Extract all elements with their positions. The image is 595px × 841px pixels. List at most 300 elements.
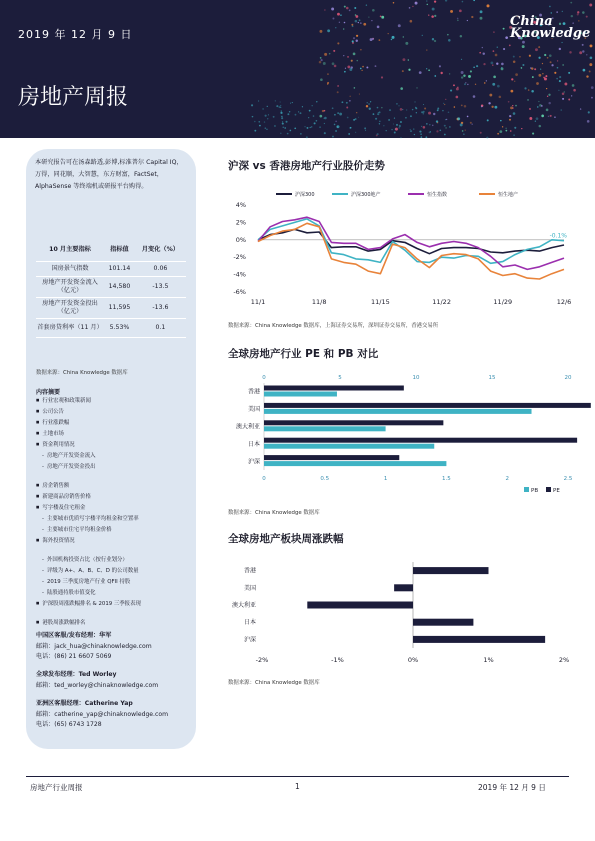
weekly-change-bar-chart xyxy=(226,558,571,668)
banner-dot xyxy=(334,65,337,68)
banner-dot xyxy=(398,105,399,106)
banner-dot xyxy=(582,11,585,14)
x-tick-label: 11/1 xyxy=(250,298,266,306)
banner-dot xyxy=(316,120,318,122)
table-cell: 14,580 xyxy=(104,276,135,297)
header-banner xyxy=(0,0,595,138)
table-cell: 101.14 xyxy=(104,261,135,276)
banner-dot xyxy=(442,110,444,112)
banner-dot xyxy=(483,52,485,54)
banner-dot xyxy=(402,58,405,61)
banner-dot xyxy=(450,10,453,13)
banner-dot xyxy=(556,78,558,80)
banner-dot xyxy=(583,69,586,72)
banner-dot xyxy=(519,56,521,58)
y-tick-label: 2% xyxy=(235,218,246,227)
banner-dot xyxy=(370,101,371,102)
banner-dot xyxy=(497,46,498,47)
banner-dot xyxy=(569,51,571,53)
banner-dot xyxy=(351,60,353,62)
category-label: 日本 xyxy=(243,619,256,627)
banner-dot xyxy=(531,90,534,93)
banner-dot xyxy=(461,59,462,60)
banner-dot xyxy=(377,107,379,109)
pb-bar xyxy=(264,444,434,449)
category-label: 香港 xyxy=(243,567,256,575)
x-tick-label: 12/6 xyxy=(556,298,572,306)
banner-dot xyxy=(334,114,336,116)
banner-dot xyxy=(528,89,529,90)
table-cell: 0.06 xyxy=(135,261,186,276)
toc-item[interactable]: ■ 沪深股周涨跌幅排名 & 2019 三季报表现 xyxy=(36,599,141,607)
x-tick-label: 1% xyxy=(483,656,494,664)
banner-dot xyxy=(337,42,339,44)
toc-subitem[interactable]: - 房地产开发资金投出 xyxy=(42,462,95,470)
banner-dot xyxy=(391,129,392,130)
banner-dot xyxy=(495,54,498,57)
banner-dot xyxy=(400,87,403,90)
banner-dot xyxy=(392,36,395,39)
banner-dot xyxy=(467,84,468,85)
banner-dot xyxy=(333,50,335,52)
banner-dot xyxy=(548,116,549,117)
toc-item[interactable]: ■ 房企销售额 xyxy=(36,481,69,489)
banner-dot xyxy=(355,20,358,23)
banner-dot xyxy=(449,126,450,127)
banner-dot xyxy=(562,11,563,12)
banner-dot xyxy=(540,69,541,70)
y-tick-label: 4% xyxy=(235,201,246,209)
banner-dot xyxy=(280,101,281,102)
banner-dot xyxy=(420,133,422,135)
banner-dot xyxy=(510,107,513,110)
top-axis-tick: 5 xyxy=(338,375,342,381)
x-tick-label: 11/8 xyxy=(311,298,327,306)
table-row xyxy=(36,261,186,276)
banner-dot xyxy=(281,116,282,117)
x-tick-label: 11/22 xyxy=(432,298,451,306)
banner-dot xyxy=(447,34,449,36)
banner-dot xyxy=(457,117,460,120)
category-label: 沪深 xyxy=(243,636,256,644)
banner-dot xyxy=(368,103,370,105)
banner-dot xyxy=(582,50,584,52)
banner-dot xyxy=(405,42,408,45)
banner-dot xyxy=(332,136,334,138)
banner-dot xyxy=(359,93,360,94)
banner-dot xyxy=(536,82,539,85)
banner-dot xyxy=(403,36,404,37)
banner-dot xyxy=(349,96,350,97)
toc-item[interactable]: ■ 行业涨跌幅 xyxy=(36,418,69,426)
banner-dot xyxy=(412,109,413,110)
banner-dot xyxy=(365,130,366,131)
banner-dot xyxy=(363,23,366,26)
banner-dot xyxy=(275,100,276,101)
banner-dot xyxy=(369,108,371,110)
toc-item[interactable]: ■ 公司公告 xyxy=(36,407,64,415)
banner-dot xyxy=(497,133,499,135)
banner-dot xyxy=(570,2,572,4)
banner-dot xyxy=(547,96,548,97)
toc-subitem[interactable]: - 2019 三季度房地产行业 QFII 持股 xyxy=(42,577,130,585)
banner-dot xyxy=(355,14,357,16)
banner-dot xyxy=(544,78,547,81)
table-cell: 0.1 xyxy=(135,318,186,337)
banner-dot xyxy=(431,15,434,18)
banner-dot xyxy=(483,63,485,65)
banner-dot xyxy=(386,130,387,131)
change-bar xyxy=(413,636,545,643)
top-axis-tick: 10 xyxy=(412,375,420,381)
banner-dot xyxy=(510,90,513,93)
banner-dot xyxy=(545,75,547,77)
banner-dot xyxy=(290,103,291,104)
pb-bar xyxy=(264,461,446,466)
banner-dot xyxy=(360,49,362,51)
top-axis-tick: 15 xyxy=(488,375,496,381)
banner-dot xyxy=(259,125,261,127)
banner-dot xyxy=(337,13,340,16)
pe-bar xyxy=(264,455,399,460)
banner-dot xyxy=(316,101,317,102)
banner-dot xyxy=(500,120,502,122)
banner-dot xyxy=(344,22,346,24)
banner-dot xyxy=(423,113,425,115)
banner-dot xyxy=(416,87,418,89)
banner-dot xyxy=(510,130,512,132)
banner-dot xyxy=(538,74,541,77)
table-header-row xyxy=(36,239,186,261)
banner-dot xyxy=(422,35,423,36)
banner-dot xyxy=(527,99,529,101)
contact-email[interactable]: 邮箱：catherine_yap@chinaknowledge.com xyxy=(36,710,169,718)
bottom-axis-tick: 0 xyxy=(262,476,266,482)
banner-dot xyxy=(280,112,282,114)
banner-dot xyxy=(323,118,324,119)
key-indicators-table xyxy=(36,239,186,338)
table-cell: 5.53% xyxy=(104,318,135,337)
china-knowledge-logo xyxy=(510,14,591,41)
banner-dot xyxy=(423,126,426,129)
banner-dot xyxy=(375,65,377,67)
banner-dot xyxy=(428,69,430,71)
x-tick-label: 11/29 xyxy=(493,298,513,306)
banner-dot xyxy=(419,130,421,132)
toc-item[interactable]: ■ 资金利用情况 xyxy=(36,440,75,448)
banner-dot xyxy=(337,85,339,87)
table-cell: -13.5 xyxy=(135,276,186,297)
banner-dot xyxy=(559,80,561,82)
banner-dot xyxy=(371,20,372,21)
banner-dot xyxy=(393,124,394,125)
y-tick-label: -4% xyxy=(233,270,246,279)
x-tick-label: -2% xyxy=(255,656,269,664)
contact-heading: 全球发布经理：Ted Worley xyxy=(36,671,117,678)
banner-dot xyxy=(337,112,339,114)
banner-dot xyxy=(460,123,463,126)
banner-dot xyxy=(589,71,591,73)
banner-dot xyxy=(335,130,337,132)
toc-subitem[interactable]: - 主要城市住宅平均租金价格 xyxy=(42,525,112,533)
banner-dot xyxy=(366,105,368,107)
table-header-cell: 指标值 xyxy=(104,239,135,261)
legend-label: 沪深300地产 xyxy=(351,192,381,198)
banner-dot xyxy=(480,132,482,134)
banner-dot xyxy=(420,136,422,138)
banner-dot xyxy=(314,122,316,124)
banner-dot xyxy=(493,31,495,33)
banner-dot xyxy=(482,47,483,48)
banner-dot xyxy=(546,88,547,89)
stock-trend-line-chart xyxy=(226,183,571,308)
banner-dot xyxy=(484,82,486,84)
banner-dot xyxy=(491,62,494,65)
banner-dot xyxy=(358,22,359,23)
banner-dot xyxy=(334,124,336,126)
logo-line-1: China xyxy=(510,14,553,29)
banner-dot xyxy=(499,96,502,99)
banner-dot xyxy=(332,107,334,109)
banner-dot xyxy=(343,55,344,56)
banner-dot xyxy=(324,110,326,112)
banner-dot xyxy=(298,111,299,112)
toc-subitem[interactable]: - 主要城市优质写字楼平均租金和空置率 xyxy=(42,514,139,522)
banner-dot xyxy=(346,102,348,104)
toc-item[interactable]: ■ 港股周涨跌幅排名 xyxy=(36,618,85,626)
pe-pb-bar-chart xyxy=(226,370,571,495)
bottom-axis-tick: 2 xyxy=(505,476,509,482)
toc-item[interactable]: ■ 写字楼及住宅租金 xyxy=(36,503,85,511)
table-row xyxy=(36,318,186,337)
banner-dot xyxy=(449,73,450,74)
x-tick-label: 0% xyxy=(407,656,419,664)
weekly-chart-source: 数据来源：China Knowledge 数据库 xyxy=(228,680,320,686)
banner-dot xyxy=(402,109,403,110)
banner-dot xyxy=(489,94,492,97)
banner-dot xyxy=(459,9,462,12)
banner-dot xyxy=(309,110,311,112)
toc-subitem[interactable]: - 外国机构投资占比（按行业划分） xyxy=(42,555,128,563)
banner-dot xyxy=(448,39,451,42)
x-tick-label: 2% xyxy=(558,656,570,664)
banner-dot xyxy=(358,117,359,118)
legend-swatch-pe xyxy=(546,487,551,492)
banner-dot xyxy=(562,93,565,96)
banner-dot xyxy=(413,128,414,129)
pe-pb-chart-title: 全球房地产行业 PE 和 PB 对比 xyxy=(228,348,379,360)
banner-dot xyxy=(360,68,362,70)
banner-dot xyxy=(361,70,362,71)
banner-dot xyxy=(377,113,379,115)
banner-dot xyxy=(468,75,471,78)
banner-dot xyxy=(496,63,498,65)
table-row xyxy=(36,276,186,297)
banner-dot xyxy=(550,115,552,117)
banner-dot xyxy=(398,24,401,27)
banner-dot xyxy=(324,123,325,124)
banner-dot xyxy=(564,91,565,92)
banner-dot xyxy=(586,16,588,18)
category-label: 美国 xyxy=(243,584,256,592)
contact-heading: 中国区客服/发布经理：华军 xyxy=(36,632,112,639)
bottom-axis-tick: 1 xyxy=(383,476,388,482)
banner-dot xyxy=(425,136,427,138)
table-source-note: 数据来源：China Knowledge 数据库 xyxy=(36,370,128,376)
banner-dot xyxy=(445,127,446,128)
table-row xyxy=(36,297,186,318)
banner-dot xyxy=(493,50,495,52)
banner-dot xyxy=(399,127,400,128)
banner-dot xyxy=(324,132,326,134)
banner-dot xyxy=(462,1,464,3)
toc-item[interactable]: ■ 土地市场 xyxy=(36,429,64,437)
banner-dot xyxy=(307,127,309,129)
banner-dot xyxy=(554,72,556,74)
banner-dot xyxy=(396,103,397,104)
banner-dot xyxy=(505,127,507,129)
banner-dot xyxy=(281,117,283,119)
banner-dot xyxy=(505,36,508,39)
banner-dot xyxy=(366,66,368,68)
banner-dot xyxy=(571,95,572,96)
banner-dot xyxy=(354,87,356,89)
banner-dot xyxy=(589,4,592,7)
banner-dot xyxy=(282,123,284,125)
toc-subitem[interactable]: - 评级为 A+、A、B、C、D 的公司数量 xyxy=(42,566,139,574)
banner-dot xyxy=(381,76,383,78)
legend-label-pb: PB xyxy=(531,488,539,494)
banner-dot xyxy=(379,123,380,124)
banner-dot xyxy=(252,116,254,118)
banner-dot xyxy=(463,74,465,76)
banner-dot xyxy=(339,22,340,23)
banner-dot xyxy=(497,85,500,88)
legend-label: 恒生地产 xyxy=(498,192,519,198)
banner-dot xyxy=(562,98,564,100)
banner-dot xyxy=(311,126,313,128)
banner-dot xyxy=(465,82,467,84)
banner-dot xyxy=(289,130,291,132)
banner-dot xyxy=(439,65,441,67)
y-tick-label: 0% xyxy=(235,235,246,244)
pb-bar xyxy=(264,426,386,431)
banner-dot xyxy=(341,101,343,103)
banner-dot xyxy=(421,126,422,127)
banner-dot xyxy=(319,61,322,64)
contact-email[interactable]: 邮箱：ted_worley@chinaknowledge.com xyxy=(36,681,159,689)
banner-dot xyxy=(462,130,464,132)
banner-dot xyxy=(312,105,313,106)
banner-dot xyxy=(410,115,412,117)
banner-dot xyxy=(480,17,483,20)
banner-dot xyxy=(340,14,342,16)
banner-dot xyxy=(362,66,364,68)
banner-dot xyxy=(515,105,517,107)
banner-dot xyxy=(357,60,358,61)
toc-subitem[interactable]: - 房地产开发资金流入 xyxy=(42,451,95,459)
banner-dot xyxy=(591,97,593,99)
banner-dot xyxy=(310,127,311,128)
banner-dot xyxy=(434,15,436,17)
banner-dot xyxy=(251,104,253,106)
banner-dot xyxy=(327,83,328,84)
banner-dot xyxy=(331,8,334,11)
banner-dot xyxy=(486,137,488,139)
category-label: 日本 xyxy=(247,440,260,448)
banner-dot xyxy=(521,67,523,69)
banner-dot xyxy=(470,122,472,124)
banner-dot xyxy=(426,0,428,2)
y-tick-label: -2% xyxy=(233,253,246,262)
banner-dot xyxy=(346,7,349,10)
legend-label-pe: PE xyxy=(553,488,560,494)
banner-dot xyxy=(415,2,418,5)
contact-email[interactable]: 邮箱：jack_hua@chinaknowledge.com xyxy=(36,642,152,650)
banner-dot xyxy=(375,118,377,120)
contact-asia xyxy=(36,699,168,731)
banner-dot xyxy=(437,108,439,110)
sidebar-panel xyxy=(26,149,196,749)
report-title: 房地产周报 xyxy=(18,85,129,110)
change-bar xyxy=(413,619,473,626)
banner-dot xyxy=(258,101,259,102)
banner-dot xyxy=(349,127,351,129)
banner-dot xyxy=(589,63,592,66)
banner-dot xyxy=(494,106,497,109)
legend-swatch-pb xyxy=(524,487,529,492)
banner-dot xyxy=(582,44,584,46)
banner-dot xyxy=(323,62,326,65)
toc-item[interactable]: ■ 新建商品房销售价格 xyxy=(36,492,91,500)
banner-dot xyxy=(360,22,362,24)
banner-dot xyxy=(479,52,481,54)
banner-dot xyxy=(513,134,514,135)
banner-dot xyxy=(444,134,446,136)
line-chart-source: 数据来源：China Knowledge 数据库，上海证券交易所，深圳证券交易所，香港交易所 xyxy=(228,323,439,329)
banner-dot xyxy=(274,125,276,127)
banner-dot xyxy=(327,29,330,32)
banner-dot xyxy=(427,4,428,5)
banner-dot xyxy=(515,73,518,76)
banner-dot xyxy=(471,124,472,125)
toc-item[interactable]: ■ 行业宏观和政策新闻 xyxy=(36,396,91,404)
banner-dot xyxy=(352,40,354,42)
banner-dot xyxy=(588,111,590,113)
banner-dot xyxy=(509,44,511,46)
toc-item[interactable]: ■ 海外投资情况 xyxy=(36,536,75,544)
banner-dot xyxy=(294,127,296,129)
banner-dot xyxy=(564,83,567,86)
banner-dot xyxy=(448,111,450,113)
banner-dot xyxy=(586,54,588,56)
banner-dot xyxy=(521,128,522,129)
banner-dot xyxy=(426,123,428,125)
banner-dot xyxy=(355,132,356,133)
banner-dot xyxy=(503,28,505,30)
y-tick-label: -6% xyxy=(233,288,246,296)
report-date: 2019 年 12 月 9 日 xyxy=(18,28,133,41)
banner-dot xyxy=(300,112,302,114)
banner-dot xyxy=(480,10,483,13)
banner-dot xyxy=(432,8,435,11)
pb-bar xyxy=(264,392,337,397)
banner-dot xyxy=(473,0,475,1)
toc-subitem[interactable]: - 陆股通持股市值变化 xyxy=(42,588,95,596)
banner-dot xyxy=(501,67,502,68)
banner-dot xyxy=(511,78,513,80)
banner-dot xyxy=(465,129,466,130)
